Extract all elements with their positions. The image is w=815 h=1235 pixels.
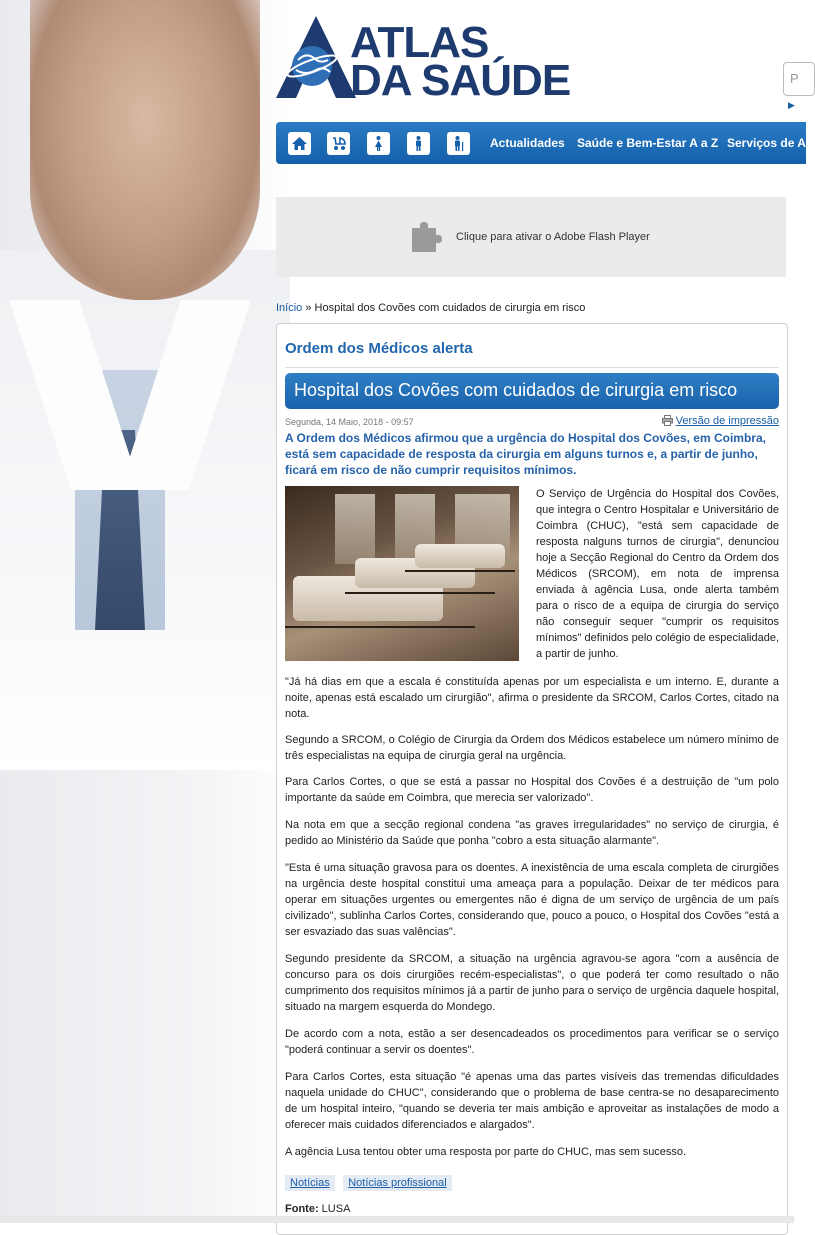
- source-label: Fonte:: [285, 1203, 319, 1215]
- background-doctor-photo: [0, 0, 290, 1223]
- caret-right-icon[interactable]: ▶: [788, 100, 795, 110]
- source-value: LUSA: [321, 1203, 351, 1215]
- flash-activate-text: Clique para ativar o Adobe Flash Player: [456, 231, 650, 243]
- article-paragraph: Segundo a SRCOM, o Colégio de Cirurgia da Ordem dos Médicos estabelece um número mínimo de três especialistas na equipa de cirurgia geral na urgência.: [285, 734, 779, 762]
- article-tags: [285, 1173, 456, 1191]
- breadcrumb: [276, 302, 585, 314]
- article-paragraph: De acordo com a nota, estão a ser desencadeados os procedimentos para verificar se o serviço "poderá continuar a servir os doentes".: [285, 1028, 779, 1056]
- globe-a-icon: [276, 16, 356, 98]
- article-paragraph: Para Carlos Cortes, esta situação "é apenas uma das partes visíveis das tremendas dificuldades naquela unidade do CHUC", considerando que o problema de base centra-se no desaparecimento de um hospital inteiro, "quando se deveria ter mais ambição e aproveitar as instalações de modo a oferecer mais cuidados diferenciados e alargados".: [285, 1071, 779, 1131]
- logo-text-line2: DA SAÚDE: [350, 56, 571, 105]
- article-kicker: Ordem dos Médicos alerta: [285, 340, 473, 357]
- article-paragraph: Na nota em que a secção regional condena "as graves irregularidades" no serviço de cirurgia, é pedido ao Ministério da Saúde que ponha "cobro a esta situação alarmante".: [285, 819, 779, 847]
- bottom-scroll-area: [0, 1216, 794, 1223]
- breadcrumb-home-link[interactable]: Início: [276, 302, 303, 314]
- article-paragraph: A agência Lusa tentou obter uma resposta por parte do CHUC, mas sem sucesso.: [285, 1146, 687, 1158]
- print-version-link[interactable]: [662, 415, 779, 427]
- divider: [285, 367, 779, 368]
- nav-link-saude-bem-estar[interactable]: Saúde e Bem-Estar A a Z: [577, 136, 719, 150]
- article-box: [276, 323, 788, 1235]
- puzzle-plugin-icon: [408, 218, 444, 254]
- article-title-bar: [285, 373, 779, 409]
- search-placeholder: P: [790, 71, 799, 86]
- home-icon[interactable]: [288, 132, 311, 155]
- article-intro: O Serviço de Urgência do Hospital dos Covões, que integra o Centro Hospitalar e Universitário de Coimbra (CHUC), "está sem capacidade de resposta nalguns turnos de cirurgia", denunciou hoje a Secção Regional do Centro da Ordem dos Médicos (SRCOM), em nota de imprensa enviada à agência Lusa, onde alerta também para o risco de a equipa de cirurgia do serviço não conseguir sequer "cumprir os requisitos mínimos" definidos pelo colégio de especialidade, a partir de junho.: [536, 488, 779, 660]
- flash-placeholder[interactable]: [276, 197, 786, 277]
- article-lead: A Ordem dos Médicos afirmou que a urgência do Hospital dos Covões, em Coimbra, está sem capacidade de resposta da cirurgia em alguns turnos e, a partir de junho, ficará em risco de não cumprir requisitos mínimos.: [285, 431, 766, 477]
- print-version-label: Versão de impressão: [675, 415, 779, 427]
- article-paragraph: Para Carlos Cortes, o que se está a passar no Hospital dos Covões é a destruição de "um polo importante da saúde em Coimbra, que merecia ser valorizado".: [285, 776, 779, 804]
- nav-link-servicos[interactable]: Serviços de A: [727, 136, 806, 150]
- printer-icon: [662, 415, 673, 426]
- man-icon[interactable]: [407, 132, 430, 155]
- article-paragraph: "Esta é uma situação gravosa para os doentes. A inexistência de uma escala completa de cirurgiões na urgência deste hospital constitui uma ameaça para a população. Deixar de ter médicos para operar em situações urgentes ou emergentes não é digna de um serviço de urgência de um país civilizado", sublinha Carlos Cortes, considerando que, pouco a pouco, o Hospital dos Covões "está a ser esvaziado das suas valências".: [285, 862, 779, 938]
- nav-link-actualidades[interactable]: Actualidades: [490, 136, 565, 150]
- woman-icon[interactable]: [367, 132, 390, 155]
- article-paragraph: "Já há dias em que a escala é constituída apenas por um especialista e um interno. E, durante a noite, apenas está escalado um cirurgião", afirma o presidente da SRCOM, Carlos Cortes, citado na nota.: [285, 676, 779, 720]
- elderly-icon[interactable]: [447, 132, 470, 155]
- tag-noticias-profissional[interactable]: Notícias profissional: [343, 1175, 451, 1191]
- search-input[interactable]: [783, 62, 815, 96]
- logo-text-line1: ATLAS: [350, 18, 489, 67]
- article-paragraph: Segundo presidente da SRCOM, a situação na urgência agravou-se agora "com a ausência de concurso para os dois cirurgiões recém-especialistas", o que poderá ter como resultado o não cumprimento dos requisitos mínimos já a partir de junho para o serviço de urgência daquele hospital, situado na margem esquerda do Mondego.: [285, 953, 779, 1013]
- baby-stroller-icon[interactable]: [327, 132, 350, 155]
- breadcrumb-current: Hospital dos Covões com cuidados de cirurgia em risco: [314, 302, 586, 314]
- breadcrumb-separator: »: [305, 302, 312, 314]
- article-title: Hospital dos Covões com cuidados de cirurgia em risco: [294, 380, 738, 400]
- article-source: [285, 1203, 350, 1215]
- main-nav: [276, 122, 806, 164]
- article-date: Segunda, 14 Maio, 2018 - 09:57: [285, 417, 414, 427]
- hospital-beds-photo: [285, 486, 519, 661]
- site-logo[interactable]: [276, 16, 576, 105]
- tag-noticias[interactable]: Notícias: [285, 1175, 335, 1191]
- doctor-face: [30, 0, 260, 300]
